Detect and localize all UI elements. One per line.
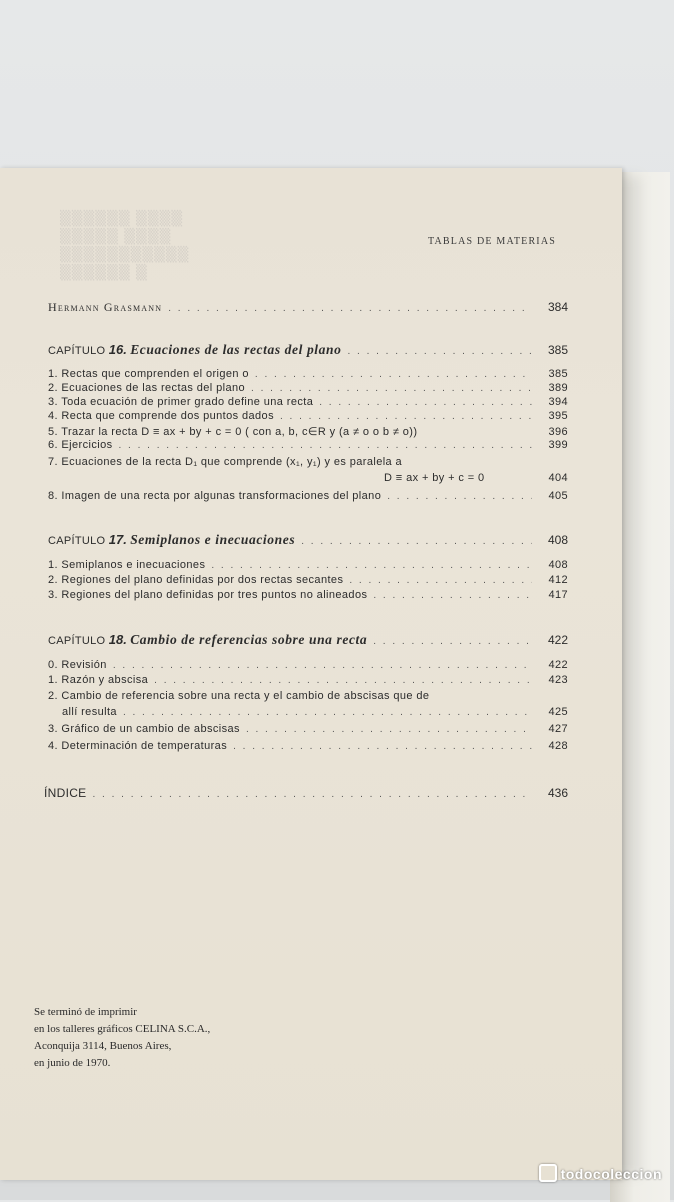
toc-item: 1. Razón y abscisa . . . 423 xyxy=(48,674,568,686)
chapter-prefix: CAPÍTULO xyxy=(48,635,106,647)
page-number: 384 xyxy=(547,300,568,314)
toc-index-entry xyxy=(44,786,568,800)
toc-item: 5. Trazar la recta D ≡ ax + by + c = 0 ( con a, b, c∈R y (a ≠ o o b ≠ o)) 396 xyxy=(48,426,568,438)
bleed-through-stamp: ▒▒▒▒▒▒ ▒▒▒▒ ▒▒▒▒▒ ▒▒▒▒ ▒▒▒▒▒▒▒▒▒▒▒ ▒▒▒▒▒▒ ▒ xyxy=(60,211,190,281)
toc-item: 1. Rectas que comprenden el origen o . . . 385 xyxy=(48,368,568,380)
toc-item: 3. Gráfico de un cambio de abscisas . . . 427 xyxy=(48,723,568,735)
chapter-17-heading xyxy=(48,532,568,548)
leader-dots xyxy=(301,536,532,547)
chapter-16-heading xyxy=(48,342,568,358)
index-label: ÍNDICE xyxy=(44,786,87,800)
running-head: TABLAS DE MATERIAS xyxy=(428,236,557,247)
toc-item: 2. Regiones del plano definidas por dos rectas secantes . . . 412 xyxy=(48,574,568,586)
leader-dots xyxy=(373,636,532,647)
colophon-line: en los talleres gráficos CELINA S.C.A., xyxy=(34,1023,211,1035)
chapter-title: Semiplanos e inecuaciones xyxy=(130,532,296,547)
leader-dots xyxy=(168,303,532,314)
page-number: 436 xyxy=(547,786,568,800)
chapter-prefix: CAPÍTULO xyxy=(48,345,106,357)
colophon-line: en junio de 1970. xyxy=(34,1057,111,1069)
chapter-number: 17. xyxy=(108,532,127,547)
chapter-prefix: CAPÍTULO xyxy=(48,535,106,547)
colophon xyxy=(34,1004,210,1072)
leader-dots xyxy=(347,346,532,357)
toc-item-continuation: D ≡ ax + by + c = 0 404 xyxy=(384,472,568,484)
page-number: 408 xyxy=(547,533,568,547)
page-number: 385 xyxy=(547,343,568,357)
toc-item: 4. Determinación de temperaturas . . . 428 xyxy=(48,740,568,752)
toc-item: 4. Recta que comprende dos puntos dados . . . 395 xyxy=(48,410,568,422)
chapter-number: 18. xyxy=(108,632,127,647)
toc-item: 3. Regiones del plano definidas por tres puntos no alineados . . . 417 xyxy=(48,589,568,601)
toc-item: 6. Ejercicios . . . 399 xyxy=(48,439,568,451)
page-number: 422 xyxy=(547,633,568,647)
toc-item: 8. Imagen de una recta por algunas transformaciones del plano . . . 405 xyxy=(48,490,568,502)
toc-item-continuation: allí resulta . . . 425 xyxy=(62,706,568,718)
toc-item: 2. Cambio de referencia sobre una recta y el cambio de abscisas que de xyxy=(48,690,430,702)
toc-item: 3. Toda ecuación de primer grado define una recta . . . 394 xyxy=(48,396,568,408)
toc-item: 1. Semiplanos e inecuaciones . . . 408 xyxy=(48,559,568,571)
chapter-title: Cambio de referencias sobre una recta xyxy=(130,632,368,647)
toc-item: 2. Ecuaciones de las rectas del plano . . . 389 xyxy=(48,382,568,394)
toc-author-entry xyxy=(48,300,568,315)
watermark-text: todocoleccion xyxy=(560,1166,662,1182)
colophon-line: Se terminó de imprimir xyxy=(34,1006,137,1018)
watermark xyxy=(539,1164,662,1182)
chapter-number: 16. xyxy=(108,342,127,357)
watermark-logo-icon xyxy=(539,1164,557,1182)
toc-item: 7. Ecuaciones de la recta D₁ que comprende (x₁, y₁) y es paralela a xyxy=(48,456,403,468)
leader-dots xyxy=(92,789,532,800)
chapter-18-heading xyxy=(48,632,568,648)
toc-item: 0. Revisión . . . 422 xyxy=(48,659,568,671)
colophon-line: Aconquija 3114, Buenos Aires, xyxy=(34,1040,172,1052)
chapter-title: Ecuaciones de las rectas del plano xyxy=(130,342,342,357)
author-label: Hermann Grasmann xyxy=(48,300,163,314)
